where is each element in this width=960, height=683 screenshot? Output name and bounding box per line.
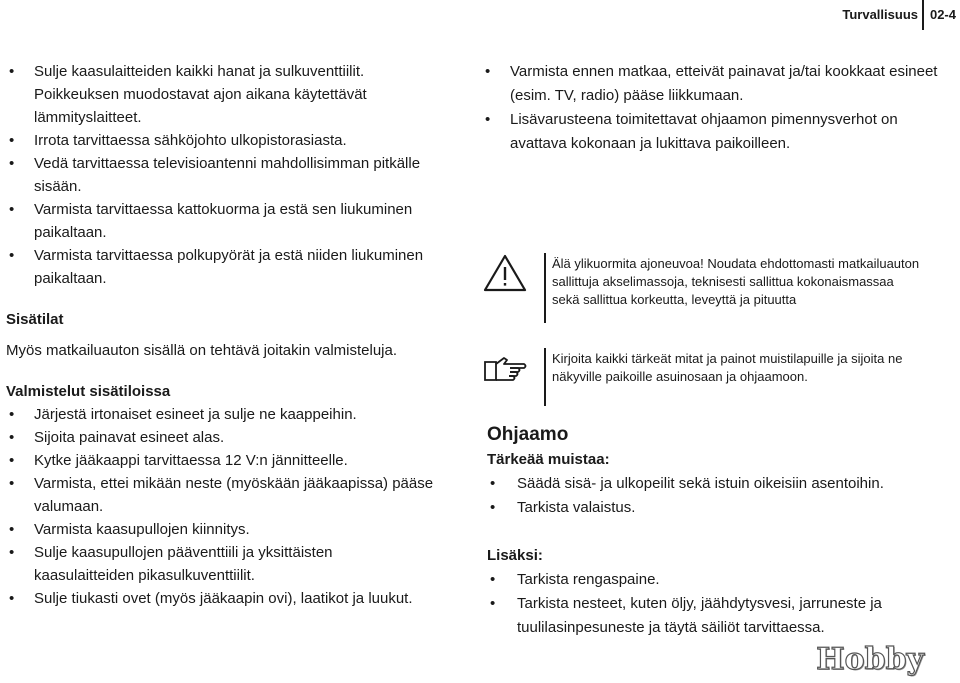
tip-note: [482, 348, 922, 410]
right-column-bottom: [487, 422, 937, 640]
valmistelut-list: [6, 403, 436, 610]
list-item: • Järjestä irtonaiset esineet ja sulje ne kaappeihin.: [6, 403, 436, 426]
warning-text: Älä ylikuormita ajoneuvoa! Noudata ehdottomasti matkailuauton sallittuja akselimassoja, teknisesti sallittua kokonaismassaa sekä sallittua korkeutta, leveyttä ja pituutta: [552, 256, 920, 307]
lisaksi-heading: Lisäksi:: [487, 547, 543, 564]
list-item: • Tarkista nesteet, kuten öljy, jäähdytysvesi, jarruneste ja tuulilasinpesuneste ja täytä säiliöt tarvittaessa.: [487, 592, 937, 640]
tip-text: Kirjoita kaikki tärkeät mitat ja painot muistilapuille ja sijoita ne näkyville paikoille asuinosaan ja ohjaamoon.: [552, 351, 903, 384]
list-item: • Varmista, ettei mikään neste (myöskään jääkaapissa) pääse valumaan.: [6, 472, 436, 518]
list-item: • Sulje kaasulaitteiden kaikki hanat ja sulkuventtiilit. Poikkeuksen muodostavat ajon aikana käytettävät lämmityslaitteet.: [6, 60, 436, 129]
list-item: • Sulje kaasupullojen pääventtiili ja yksittäisten kaasulaitteiden pikasulkuventtiilit.: [6, 541, 436, 587]
tarkeaa-list: [487, 472, 937, 520]
sisatilat-heading: Sisätilat: [6, 311, 64, 328]
ohjaamo-title: Ohjaamo: [487, 424, 569, 445]
valmistelut-heading: Valmistelut sisätiloissa: [6, 383, 171, 400]
list-item: • Tarkista valaistus.: [487, 496, 937, 520]
note-divider: [544, 348, 546, 406]
tarkeaa-heading: Tärkeää muistaa:: [487, 451, 610, 468]
left-column: [6, 60, 436, 610]
right-column-top: [482, 60, 942, 156]
warning-note: [482, 253, 922, 323]
list-item: • Kytke jääkaappi tarvittaessa 12 V:n jännitteelle.: [6, 449, 436, 472]
list-item: • Varmista tarvittaessa kattokuorma ja estä sen liukuminen paikaltaan.: [6, 198, 436, 244]
sisatilat-text: Myös matkailuauton sisällä on tehtävä joitakin valmisteluja.: [6, 342, 398, 359]
note-divider: [544, 253, 546, 323]
cargo-list: [482, 60, 942, 156]
list-item: • Säädä sisä- ja ulkopeilit sekä istuin oikeisiin asentoihin.: [487, 472, 937, 496]
list-item: • Vedä tarvittaessa televisioantenni mahdollisimman pitkälle sisään.: [6, 152, 436, 198]
pointing-hand-icon: [482, 350, 528, 390]
list-item: • Tarkista rengaspaine.: [487, 568, 937, 592]
list-item: • Varmista tarvittaessa polkupyörät ja estä niiden liukuminen paikaltaan.: [6, 244, 436, 290]
list-item: • Varmista ennen matkaa, etteivät painavat ja/tai kookkaat esineet (esim. TV, radio) pääse liikkumaan.: [482, 60, 942, 108]
lisaksi-list: [487, 568, 937, 640]
preparation-list: [6, 60, 436, 290]
page-number: 02-4: [929, 7, 956, 22]
warning-triangle-icon: [482, 253, 528, 293]
list-item: • Irrota tarvittaessa sähköjohto ulkopistorasiasta.: [6, 129, 436, 152]
list-item: • Varmista kaasupullojen kiinnitys.: [6, 518, 436, 541]
hobby-logo: Hobby: [816, 642, 924, 677]
page-header: [760, 0, 960, 30]
section-title: Turvallisuus: [842, 7, 918, 22]
list-item: • Sijoita painavat esineet alas.: [6, 426, 436, 449]
list-item: • Sulje tiukasti ovet (myös jääkaapin ovi), laatikot ja luukut.: [6, 587, 436, 610]
header-divider: [922, 0, 924, 30]
list-item: • Lisävarusteena toimitettavat ohjaamon pimennysverhot on avattava kokonaan ja lukittava paikoilleen.: [482, 108, 942, 156]
